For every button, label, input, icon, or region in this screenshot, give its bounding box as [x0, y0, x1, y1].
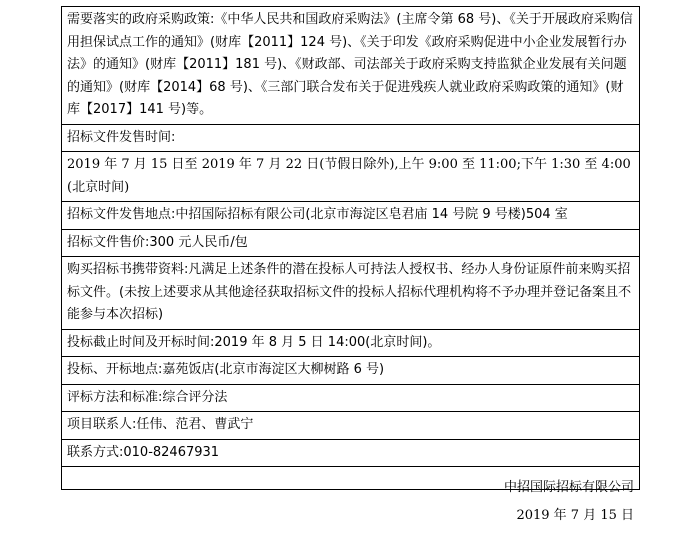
evaluation-method-cell: 评标方法和标准:综合评分法: [62, 384, 640, 412]
table-row: [62, 124, 640, 152]
tender-info-table: [61, 6, 640, 490]
procurement-policy-cell: 需要落实的政府采购政策:《中华人民共和国政府采购法》(主席令第 68 号)、《关于开展政府采购信用担保试点工作的通知》(财库【2011】124 号)、《关于印发《政府采购促进中小企业发展暂行办法》的通知》(财库【2011】181 号)、《财政部、司法部关于政府采购支持监狱企业发展有关问题的通知》(财库【2014】68 号)、《三部门联合发布关于促进残疾人就业政府采购政策的通知》(财库【2017】141 号)等。: [62, 7, 640, 125]
sale-price-cell: 招标文件售价:300 元人民币/包: [62, 229, 640, 257]
table-row: [62, 412, 640, 440]
bid-deadline-cell: 投标截止时间及开标时间:2019 年 8 月 5 日 14:00(北京时间)。: [62, 329, 640, 357]
sale-location-cell: 招标文件发售地点:中招国际招标有限公司(北京市海淀区皂君庙 14 号院 9 号楼)504 室: [62, 202, 640, 230]
required-documents-cell: 购买招标书携带资料:凡满足上述条件的潜在投标人可持法人授权书、经办人身份证原件前来购买招标文件。(未按上述要求从其他途径获取招标文件的投标人招标代理机构将不予办理并登记备案且不能参与本次招标): [62, 257, 640, 330]
table-row: [62, 7, 640, 125]
signature-company: 中招国际招标有限公司: [503, 480, 634, 495]
project-contact-cell: 项目联系人:任伟、范君、曹武宁: [62, 412, 640, 440]
table-row: [62, 357, 640, 385]
sale-time-label-cell: 招标文件发售时间:: [62, 124, 640, 152]
table-row: [62, 229, 640, 257]
signature-date: 2019 年 7 月 15 日: [516, 508, 634, 523]
table-row: [62, 152, 640, 202]
table-row: [62, 257, 640, 330]
table-row: [62, 329, 640, 357]
contact-phone-cell: 联系方式:010-82467931: [62, 439, 640, 467]
table-row: [62, 202, 640, 230]
table-row: [62, 384, 640, 412]
sale-time-value-cell: 2019 年 7 月 15 日至 2019 年 7 月 22 日(节假日除外),上午 9:00 至 11:00;下午 1:30 至 4:00(北京时间): [62, 152, 640, 202]
bid-location-cell: 投标、开标地点:嘉苑饭店(北京市海淀区大柳树路 6 号): [62, 357, 640, 385]
table-row: [62, 439, 640, 467]
